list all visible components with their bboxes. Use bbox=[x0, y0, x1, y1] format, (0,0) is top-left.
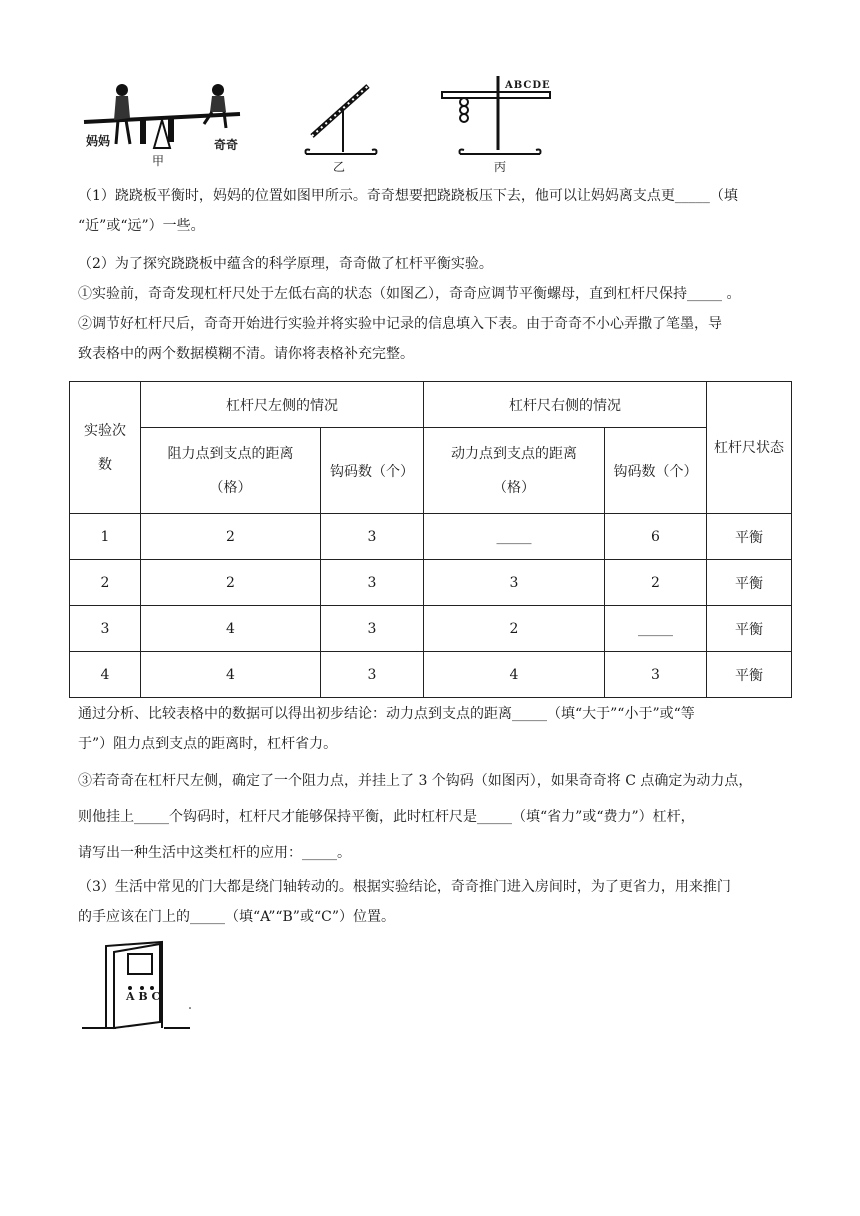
cell-state: 平衡 bbox=[707, 514, 792, 560]
question-3 bbox=[78, 872, 788, 932]
lever-point-labels: ABCDE bbox=[505, 80, 551, 91]
question-2-step-3 bbox=[78, 766, 788, 868]
cell-resistance-distance: 2 bbox=[141, 560, 321, 606]
cell-right-count: 6 bbox=[605, 514, 707, 560]
figure-seesaw bbox=[80, 78, 250, 168]
cell-resistance-distance: 2 bbox=[141, 514, 321, 560]
question-2-step-3-line-1: ③若奇奇在杠杆尺左侧，确定了一个阻力点，并挂上了 3 个钩码（如图丙），如果奇奇将 C 点确定为动力点， bbox=[78, 773, 753, 789]
conclusion-line-2: 于”）阻力点到支点的距离时，杠杆省力。 bbox=[78, 736, 338, 752]
header-left-side: 杠杆尺左侧的情况 bbox=[141, 382, 424, 428]
header-state: 杠杆尺状态 bbox=[707, 382, 792, 514]
figure-tilted-lever bbox=[298, 82, 384, 162]
cell-left-count: 3 bbox=[321, 606, 424, 652]
figure-caption-jia: 甲 bbox=[152, 154, 165, 168]
door-point-labels: A B C bbox=[126, 990, 161, 1003]
question-3-line-2: 的手应该在门上的_____（填“A”“B”或“C”）位置。 bbox=[78, 909, 395, 925]
cell-resistance-distance: 4 bbox=[141, 652, 321, 698]
header-right-side: 杠杆尺右侧的情况 bbox=[424, 382, 707, 428]
cell-left-count: 3 bbox=[321, 560, 424, 606]
cell-trial: 1 bbox=[70, 514, 141, 560]
header-effort-distance: 动力点到支点的距离（格） bbox=[424, 428, 605, 514]
cell-state: 平衡 bbox=[707, 606, 792, 652]
cell-effort-distance-blank: _____ bbox=[424, 514, 605, 560]
question-1-line-2: “近”或“远”）一些。 bbox=[78, 218, 205, 234]
cell-right-count: 3 bbox=[605, 652, 707, 698]
figure-caption-yi: 乙 bbox=[333, 160, 346, 174]
header-right-weight-count: 钩码数（个） bbox=[605, 428, 707, 514]
question-2-step-2-line-2: 致表格中的两个数据模糊不清。请你将表格补充完整。 bbox=[78, 346, 414, 362]
cell-trial: 3 bbox=[70, 606, 141, 652]
header-trial: 实验次数 bbox=[70, 382, 141, 514]
cell-state: 平衡 bbox=[707, 560, 792, 606]
cell-right-count-blank: _____ bbox=[605, 606, 707, 652]
table-row bbox=[70, 652, 792, 698]
table-row bbox=[70, 560, 792, 606]
header-left-weight-count: 钩码数（个） bbox=[321, 428, 424, 514]
figure-door bbox=[80, 938, 196, 1034]
cell-trial: 4 bbox=[70, 652, 141, 698]
cell-right-count: 2 bbox=[605, 560, 707, 606]
conclusion bbox=[78, 699, 788, 759]
question-2-intro: （2）为了探究跷跷板中蕴含的科学原理，奇奇做了杠杆平衡实验。 bbox=[78, 256, 493, 272]
conclusion-line-1: 通过分析、比较表格中的数据可以得出初步结论：动力点到支点的距离_____（填“大于”“小于”或“等 bbox=[78, 706, 695, 722]
cell-effort-distance: 4 bbox=[424, 652, 605, 698]
cell-effort-distance: 2 bbox=[424, 606, 605, 652]
cell-left-count: 3 bbox=[321, 652, 424, 698]
cell-effort-distance: 3 bbox=[424, 560, 605, 606]
question-2-step-3-line-2: 则他挂上_____个钩码时，杠杆尺才能够保持平衡，此时杠杆尺是_____（填“省力”或“费力”）杠杆， bbox=[78, 809, 695, 825]
seesaw-label-mom: 妈妈 bbox=[86, 134, 111, 148]
cell-state: 平衡 bbox=[707, 652, 792, 698]
question-1 bbox=[78, 181, 788, 241]
figure-caption-bing: 丙 bbox=[494, 160, 507, 174]
question-2-step-3-line-3: 请写出一种生活中这类杠杆的应用：_____。 bbox=[78, 845, 351, 861]
experiment-table bbox=[69, 381, 792, 698]
table-row bbox=[70, 606, 792, 652]
question-2 bbox=[78, 249, 788, 369]
question-2-step-2-line-1: ②调节好杠杆尺后，奇奇开始进行实验并将实验中记录的信息填入下表。由于奇奇不小心弄撒了笔墨，导 bbox=[78, 316, 722, 332]
seesaw-label-kid: 奇奇 bbox=[214, 138, 239, 152]
cell-resistance-distance: 4 bbox=[141, 606, 321, 652]
cell-trial: 2 bbox=[70, 560, 141, 606]
question-2-step-1: ①实验前，奇奇发现杠杆尺处于左低右高的状态（如图乙），奇奇应调节平衡螺母，直到杠杆尺保持_____ 。 bbox=[78, 286, 741, 302]
header-resistance-distance: 阻力点到支点的距离（格） bbox=[141, 428, 321, 514]
cell-left-count: 3 bbox=[321, 514, 424, 560]
question-3-line-1: （3）生活中常见的门大都是绕门轴转动的。根据实验结论，奇奇推门进入房间时，为了更省力，用来推门 bbox=[78, 879, 731, 895]
table-row bbox=[70, 514, 792, 560]
question-1-line-1: （1）跷跷板平衡时，妈妈的位置如图甲所示。奇奇想要把跷跷板压下去，他可以让妈妈离支点更_____（填 bbox=[78, 188, 738, 204]
